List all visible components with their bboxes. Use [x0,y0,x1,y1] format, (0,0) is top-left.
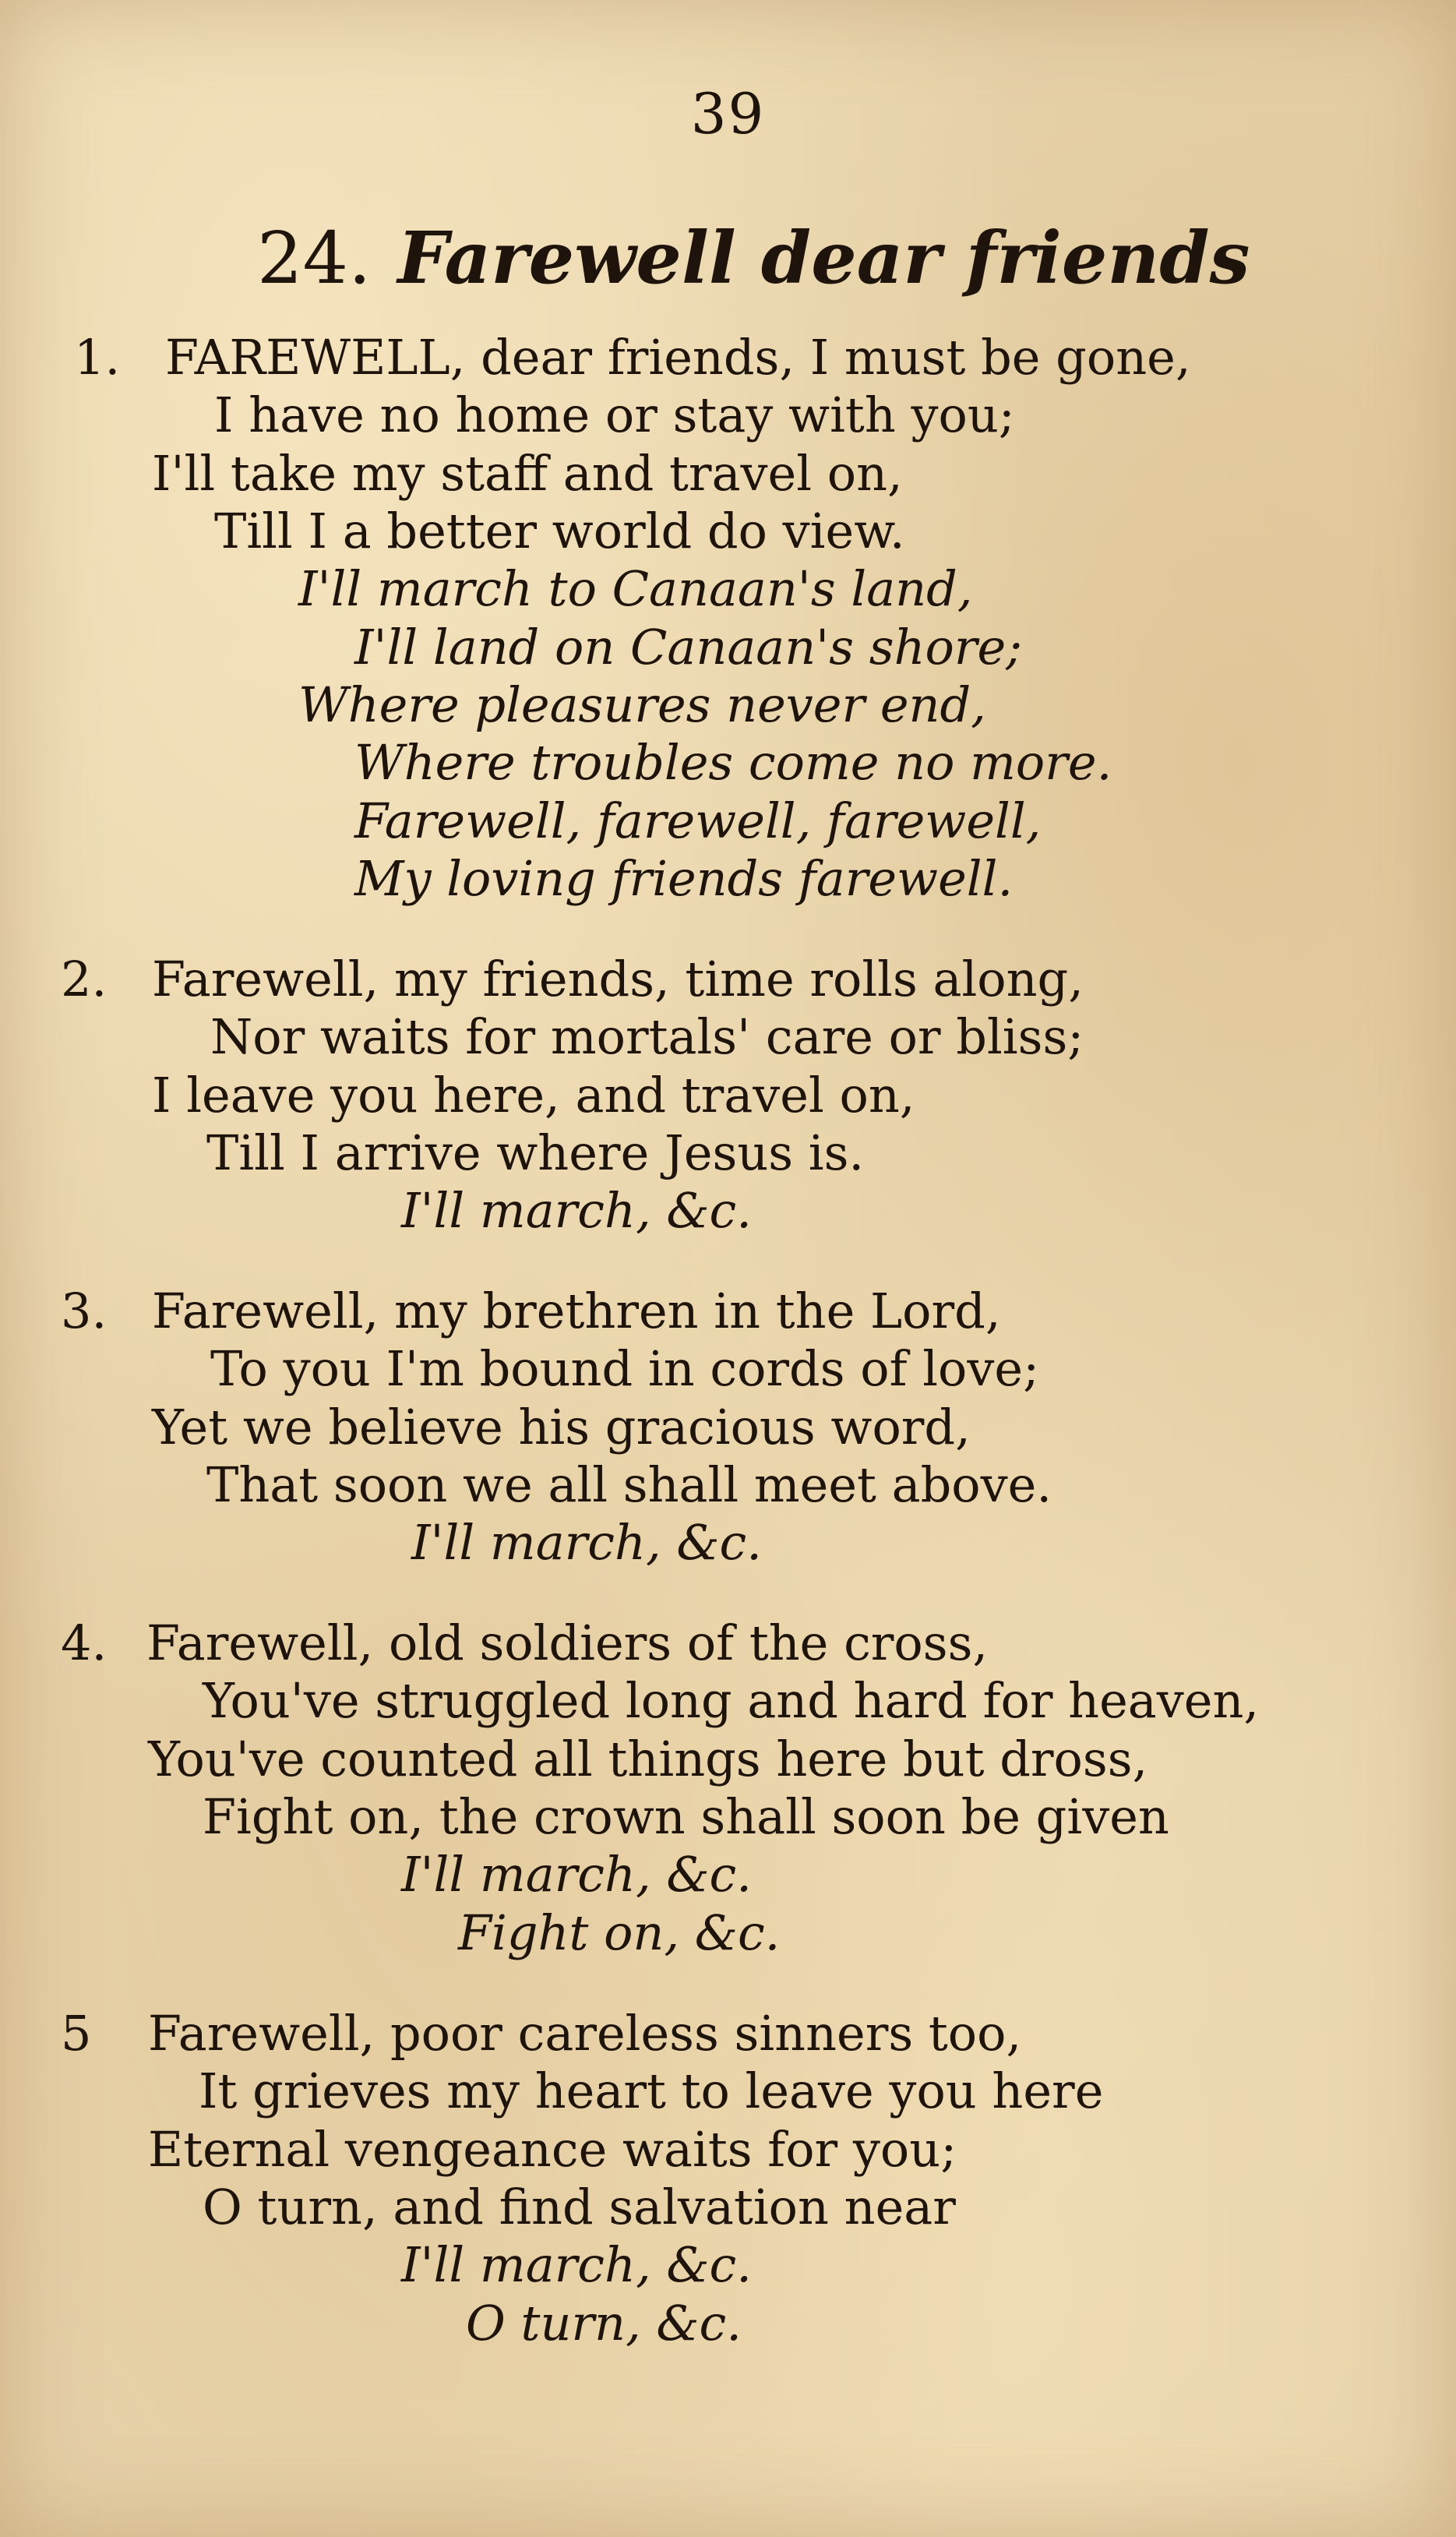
chorus-line: I'll march, &c. [401,2236,752,2293]
page-number: 39 [690,81,766,146]
verse-line: Yet we believe his gracious word, [152,1399,971,1456]
verse-line: Till I a better world do view. [214,503,905,559]
chorus-line: I'll march, &c. [401,1846,752,1903]
verse-number: 3. [61,1283,108,1339]
verse-line: Nor waits for mortals' care or bliss; [210,1008,1084,1065]
verse-number: 1. [74,329,121,386]
chorus-line: I'll march, &c. [411,1514,762,1571]
chorus-line: Where pleasures never end, [298,676,986,733]
chorus-line: I'll march to Canaan's land, [298,560,973,617]
chorus-line: O turn, &c. [466,2295,742,2352]
chorus-line: I'll march, &c. [401,1182,752,1239]
chorus-line: My loving friends farewell. [354,850,1014,907]
verse-line: FAREWELL, dear friends, I must be gone, [165,329,1191,386]
verse-line: I have no home or stay with you; [214,386,1015,443]
hymn-title [257,216,1250,300]
verse-line: To you I'm bound in cords of love; [210,1340,1039,1397]
verse-line: Fight on, the crown shall soon be given [203,1788,1169,1845]
verse-line: Eternal vengeance waits for you; [148,2121,957,2178]
verse-line: That soon we all shall meet above. [206,1456,1052,1513]
chorus-line: Fight on, &c. [458,1904,781,1961]
verse-line: It grieves my heart to leave you here [199,2062,1104,2119]
verse-line: I'll take my staff and travel on, [152,445,903,502]
verse-line: You've struggled long and hard for heaven, [203,1672,1260,1729]
chorus-line: Where troubles come no more. [354,734,1112,791]
verse-line: O turn, and find salvation near [203,2179,956,2235]
chorus-line: I'll land on Canaan's shore; [354,619,1023,676]
chorus-line: Farewell, farewell, farewell, [354,792,1042,849]
verse-number: 5 [61,2005,92,2062]
verse-number: 4. [61,1614,108,1671]
hymn-number: 24. [257,217,372,300]
verse-line: Farewell, my friends, time rolls along, [152,951,1084,1007]
verse-line: I leave you here, and travel on, [152,1067,915,1124]
verse-line: Farewell, my brethren in the Lord, [152,1283,1001,1339]
verse-line: You've counted all things here but dross, [148,1731,1148,1787]
verse-line: Till I arrive where Jesus is. [206,1124,865,1181]
verse-line: Farewell, old soldiers of the cross, [146,1614,989,1671]
verse-line: Farewell, poor careless sinners too, [148,2005,1022,2062]
hymn-name: Farewell dear friends [397,216,1250,300]
verse-number: 2. [61,951,108,1007]
